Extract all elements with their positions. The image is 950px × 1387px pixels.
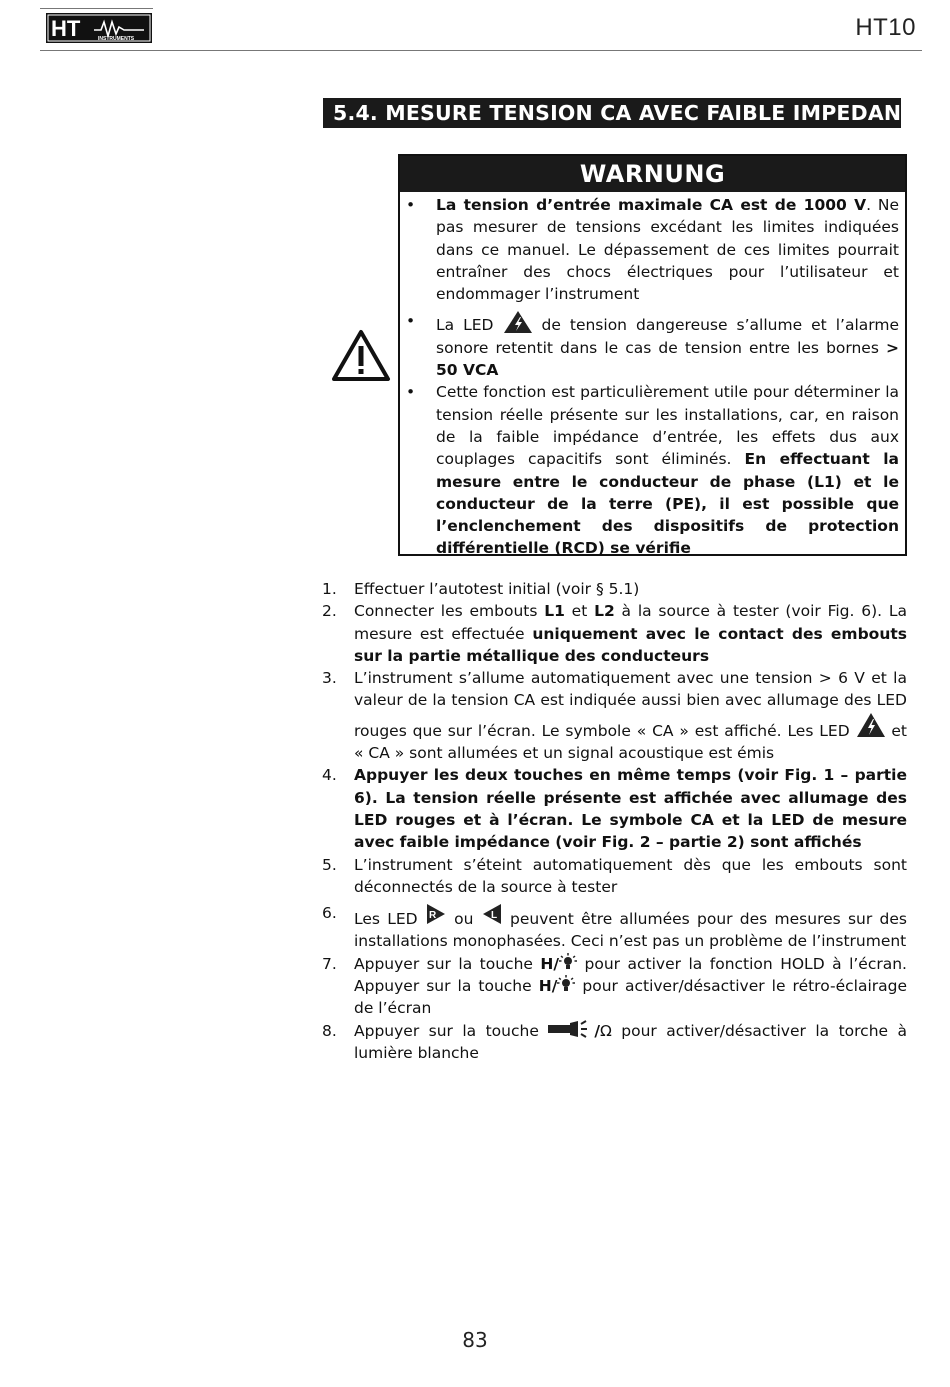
warning-list — [400, 192, 905, 560]
step-text: et — [564, 602, 595, 621]
warning-item: • Cette fonction est particulièrement utile pour déterminer la tension réelle présente sur les installations, car, en raison de la faible impédance d’entrée, les effets dus aux couplages capacitifs sont éliminés. En effectuant la mesure entre le conducteur de phase (L1) et le conducteur de la terre (PE), il est possible que l’enclenchement des dispositifs de protection différentielle (RCD) se vérifie — [406, 383, 899, 558]
logo-subtext: INSTRUMENTS — [98, 36, 135, 42]
step-text: Les LED — [354, 910, 425, 929]
step-text: ou — [446, 910, 481, 929]
step-number: 3. — [322, 669, 337, 688]
high-voltage-led-icon — [856, 712, 886, 738]
step-text: à la source à tester (voir Fig. 6). La mesure est effectuée — [354, 602, 907, 643]
hold-key-label: H/ — [538, 977, 558, 996]
warning-title: WARNUNG — [400, 156, 905, 192]
warning-item2-post: de tension dangereuse s’allume et l’alarme sonore retentit dans le cas de tension entre les bornes — [436, 316, 899, 357]
step-item — [320, 600, 907, 667]
ht-instruments-logo — [46, 10, 152, 46]
step-item — [320, 1020, 907, 1065]
warning-item1-text: . Ne pas mesurer de tensions excédant les limites indiquées dans ce manuel. Le dépassement de ces limites pourrait entraîner des chocs électriques pour l’utilisateur et endommager l’instrument — [436, 196, 899, 304]
step-text-bold: uniquement avec le contact des embouts sur la partie métallique des conducteurs — [354, 624, 907, 665]
logo-rule — [40, 8, 153, 9]
document-id: HT10 — [855, 14, 916, 41]
phase-rotation-right-led-icon — [425, 902, 447, 926]
step-text: et « CA » sont allumées et un signal acoustique est émis — [354, 721, 907, 763]
step-text: Effectuer l’autotest initial (voir § 5.1) — [354, 580, 640, 598]
step-number: 5. — [322, 855, 337, 874]
step-text: L’instrument s’allume automatiquement avec une tension > 6 V et la valeur de la tension CA est indiquée aussi bien avec allumage des LED rouges que sur l’écran. Le symbole « CA » est affiché. Les LED — [354, 669, 907, 740]
torch-icon — [548, 1020, 594, 1038]
section-title: 5.4. MESURE TENSION CA AVEC FAIBLE IMPEDANCE — [323, 98, 901, 128]
warning-triangle-icon — [331, 328, 391, 382]
step-number: 4. — [322, 766, 337, 785]
step-text: Connecter les embouts — [354, 602, 545, 621]
step-text: peuvent être allumées pour des mesures sur des installations monophasées. Ceci n’est pas un problème de l’instrument — [354, 910, 907, 951]
step-number: 1. — [322, 580, 337, 598]
ohm-symbol: Ω — [599, 1021, 612, 1040]
torch-key-label: / — [594, 1021, 600, 1040]
svg-text:R: R — [428, 910, 437, 922]
warning-box — [398, 154, 907, 556]
logo-text: HT — [51, 16, 81, 41]
step-text: pour activer la fonction HOLD à l’écran. Appuyer sur la touche — [354, 954, 907, 996]
step-number: 8. — [322, 1021, 337, 1040]
step-item — [320, 578, 907, 600]
warning-item2-pre: La LED — [436, 316, 503, 335]
step-text: Appuyer sur la touche — [354, 954, 541, 973]
page-header — [40, 8, 922, 51]
page-number: 83 — [462, 1328, 488, 1352]
step-item — [320, 667, 907, 764]
backlight-bulb-icon — [557, 975, 575, 993]
step-text: L’instrument s’éteint automatiquement dès que les embouts sont déconnectés de la source à tester — [354, 855, 907, 896]
terminal-l1-label: L1 — [544, 602, 565, 621]
warning-item: • La tension d’entrée maximale CA est de 1000 V. Ne pas mesurer de tensions excédant les limites indiquées dans ce manuel. Le dépassement de ces limites pourrait entraîner des chocs électriques pour l’utilisateur et endommager l’instrument — [406, 196, 899, 304]
step-text: pour activer/désactiver le rétro-éclairage de l’écran — [354, 977, 907, 1018]
warning-item: • La LED de tension dangereuse s’allume et l’alarme sonore retentit dans le cas de tension entre les bornes > 50 VCA — [406, 312, 899, 380]
step-number: 2. — [322, 602, 337, 621]
high-voltage-led-icon — [503, 310, 533, 334]
hold-key-label: H/ — [540, 954, 560, 973]
terminal-l2-label: L2 — [594, 602, 615, 621]
step-text: Appuyer sur la touche — [354, 1021, 549, 1040]
step-item — [320, 953, 907, 1020]
warning-item3-bold: En effectuant la mesure entre le conducteur de phase (L1) et le conducteur de la terre (PE), il est possible que l’enclenchement des dispositifs de protection différentielle (RCD) se vérifie — [436, 450, 899, 558]
backlight-bulb-icon — [559, 953, 577, 971]
warning-item2-bold: > 50 VCA — [436, 338, 899, 380]
warning-item1-bold: La tension d’entrée maximale CA est de 1000 V — [436, 196, 867, 214]
procedure-steps — [320, 578, 907, 1064]
phase-rotation-left-led-icon — [481, 902, 503, 926]
warning-item3-text: Cette fonction est particulièrement utile pour déterminer la tension réelle présente sur les installations, car, en raison de la faible impédance d’entrée, les effets dus aux couplages capacitifs sont éliminés. — [436, 383, 899, 469]
step-item — [320, 854, 907, 899]
svg-text:L: L — [490, 910, 497, 922]
step-text-bold: Appuyer les deux touches en même temps (voir Fig. 1 – partie 6). La tension réelle présente est affichée avec allumage des LED rouges et à l’écran. Le symbole CA et la LED de mesure avec faible impédance (voir Fig. 2 – partie 2) sont affichés — [354, 766, 907, 852]
step-text: pour activer/désactiver la torche à lumière blanche — [354, 1021, 907, 1062]
step-item — [320, 902, 907, 953]
step-number: 6. — [322, 904, 337, 923]
step-number: 7. — [322, 954, 337, 973]
step-item — [320, 764, 907, 853]
